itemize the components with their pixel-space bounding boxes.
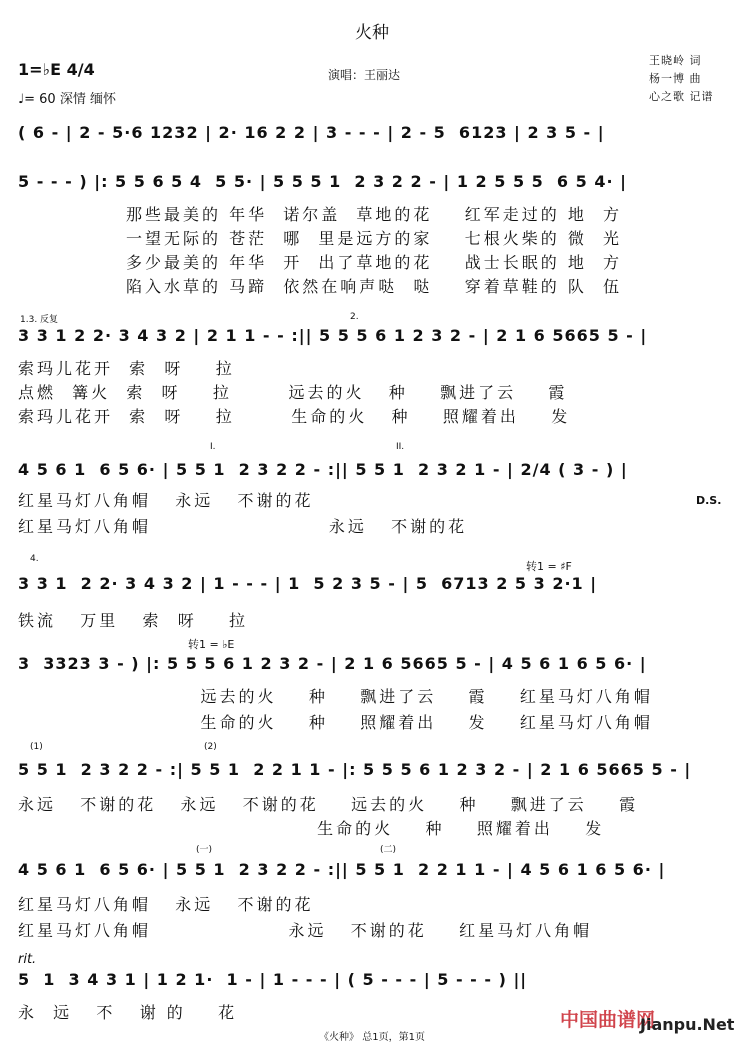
notation-line: 3 3 1 2 2· 3 4 3 2 | 1 - - - | 1 5 2 3 5 - | 5 6713 2 5 3 2·1 | — [18, 574, 598, 593]
lyric-line-2: 生命的火 种 照耀着出 发 — [18, 819, 605, 838]
lyric-line-1: 铁流 万里 索 呀 拉 — [18, 611, 249, 630]
notation-line: 3 3323 3 - ) |: 5 5 5 6 1 2 3 2 - | 2 1 6 5665 5 - | 4 5 6 1 6 5 6· | — [18, 654, 647, 673]
volta-mark: (二) — [380, 845, 397, 855]
notation-line: 5 - - - ) |: 5 5 6 5 4 5 5· | 5 5 5 1 2 3 2 2 - | 1 2 5 5 5 6 5 4· | — [18, 172, 627, 191]
lyric-line-1: 远去的火 种 飘进了云 霞 红星马灯八角帽 — [152, 687, 653, 706]
dal-segno-mark: D.S. — [696, 494, 722, 507]
page-footer: 《火种》 总1页，第1页 — [319, 1032, 425, 1043]
score-system-3 — [18, 312, 724, 427]
volta-mark: 2. — [350, 312, 359, 322]
lyric-line-4: 陷入水草的 马蹄 依然在响声哒 哒 穿着草鞋的 队 伍 — [126, 277, 623, 296]
notation-line: 5 5 1 2 3 2 2 - :| 5 5 1 2 2 1 1 - |: 5 5 5 6 1 2 3 2 - | 2 1 6 5665 5 - | — [18, 760, 692, 779]
volta-mark: I. — [210, 442, 216, 452]
singer-credit: 演唱：王丽达 — [328, 68, 401, 82]
score-system-8 — [18, 842, 724, 942]
notation-line: 4 5 6 1 6 5 6· | 5 5 1 2 3 2 2 - :|| 5 5 1 2 3 2 1 - | 2/4 ( 3 - ) | — [18, 460, 628, 479]
score-system-2 — [18, 172, 724, 302]
volta-mark: 1.3. 反复 — [20, 315, 59, 325]
key-signature: 1=♭E 4/4 — [18, 60, 95, 79]
lyric-line-1: 永 远 不 谢 的 花 — [18, 1003, 238, 1022]
lyric-line-2: 红星马灯八角帽 永远 不谢的花 — [18, 517, 468, 536]
lyric-line-3: 多少最美的 年华 开 出了草地的花 战士长眠的 地 方 — [126, 253, 623, 272]
lyricist-credit: 王晓岭 词 — [649, 54, 702, 67]
score-system-7 — [18, 742, 724, 842]
lyric-line-1: 索玛儿花开 索 呀 拉 — [18, 359, 235, 378]
notation-line: 3 3 1 2 2· 3 4 3 2 | 2 1 1 - - :|| 5 5 5 6 1 2 3 2 - | 2 1 6 5665 5 - | — [18, 326, 648, 345]
lyric-line-2: 红星马灯八角帽 永远 不谢的花 红星马灯八角帽 — [18, 921, 593, 940]
volta-mark: II. — [396, 442, 405, 452]
transcriber-credit: 心之歌 记谱 — [649, 90, 714, 103]
volta-mark: (2) — [204, 742, 217, 752]
watermark-url: Jianpu.Net — [640, 1015, 735, 1034]
volta-mark: (1) — [30, 742, 43, 752]
lyric-line-2: 点燃 篝火 索 呀 拉 远去的火 种 飘进了云 霞 — [18, 383, 568, 402]
watermark-logo: 中国曲谱网 — [560, 1009, 656, 1031]
volta-mark: 4. — [30, 554, 39, 564]
lyric-line-2: 生命的火 种 照耀着出 发 红星马灯八角帽 — [152, 713, 653, 732]
page-title: 火种 — [355, 23, 389, 43]
notation-line: ( 6 - | 2 - 5·6 1232 | 2· 16 2 2 | 3 - - - | 2 - 5 6123 | 2 3 5 - | — [18, 123, 605, 142]
score-system-1 — [18, 123, 724, 163]
lyric-line-1: 永远 不谢的花 永远 不谢的花 远去的火 种 飘进了云 霞 — [18, 795, 639, 814]
notation-line: 5 1 3 4 3 1 | 1 2 1· 1 - | 1 - - - | ( 5 - - - | 5 - - - ) || — [18, 970, 528, 989]
lyric-line-2: 一望无际的 苍茫 哪 里是远方的家 七根火柴的 微 光 — [126, 229, 623, 248]
score-system-4 — [18, 442, 724, 542]
lyric-line-3: 索玛儿花开 索 呀 拉 生命的火 种 照耀着出 发 — [18, 407, 571, 426]
lyric-line-1: 那些最美的 年华 诺尔盖 草地的花 红军走过的 地 方 — [126, 205, 623, 224]
notation-line: 4 5 6 1 6 5 6· | 5 5 1 2 3 2 2 - :|| 5 5 1 2 2 1 1 - | 4 5 6 1 6 5 6· | — [18, 860, 666, 879]
lyric-line-1: 红星马灯八角帽 永远 不谢的花 — [18, 491, 314, 510]
composer-credit: 杨一博 曲 — [649, 72, 702, 85]
ritardando-mark: rit. — [18, 952, 37, 967]
modulation-mark: 转1 = ♭E — [188, 638, 235, 651]
score-system-5 — [18, 552, 724, 632]
tempo-marking: ♩= 60 深情 缅怀 — [18, 92, 116, 107]
score-system-6 — [18, 636, 724, 736]
volta-mark: (一) — [196, 845, 213, 855]
lyric-line-1: 红星马灯八角帽 永远 不谢的花 — [18, 895, 314, 914]
modulation-mark: 转1 = ♯F — [526, 560, 572, 573]
